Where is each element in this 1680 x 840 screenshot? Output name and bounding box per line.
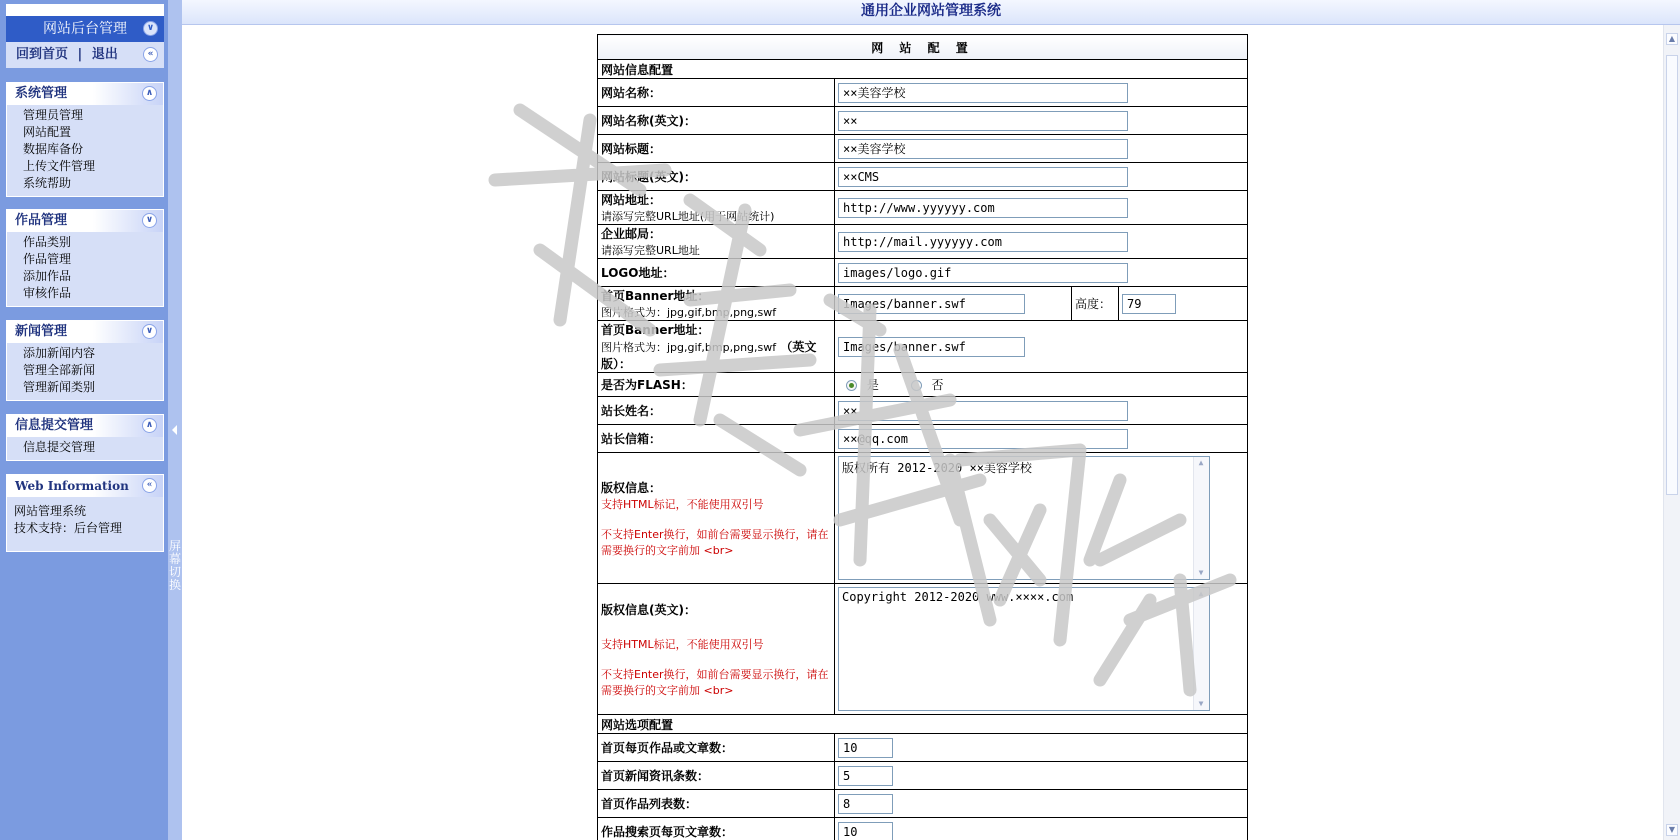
site-title-input[interactable]: ××美容学校 [838, 139, 1128, 159]
panel-works-head[interactable] [7, 210, 163, 232]
banner-en-label: 首页Banner地址： [601, 323, 710, 337]
panel-news [6, 320, 164, 401]
menu-submissions[interactable]: 信息提交管理 [23, 440, 96, 454]
scroll-up-icon[interactable]: ▲ [1666, 33, 1678, 45]
panel-web-info-title: Web Information [15, 479, 129, 493]
copyright-en-textarea[interactable] [838, 587, 1210, 711]
home-works-input[interactable]: 8 [838, 794, 893, 814]
link-separator: | [77, 47, 83, 62]
admin-title [6, 16, 164, 42]
search-per-page-label: 作品搜索页每页文章数： [598, 818, 835, 840]
panel-system [6, 82, 164, 197]
chevron-up-icon[interactable]: ∧ [142, 418, 157, 433]
menu-news-category[interactable]: 管理新闻类别 [23, 380, 96, 394]
hide-sidebar-icon[interactable]: « [143, 47, 158, 62]
arrow-left-icon[interactable] [172, 425, 177, 435]
home-news-input[interactable]: 5 [838, 766, 893, 786]
menu-upload-files[interactable]: 上传文件管理 [23, 159, 96, 173]
site-title-en-label: 网站标题(英文)： [598, 163, 835, 191]
copyright-textarea[interactable] [838, 456, 1210, 580]
panel-system-title: 系统管理 [15, 86, 68, 101]
logout-link[interactable]: 退出 [91, 47, 118, 62]
panel-submissions-head[interactable] [7, 415, 163, 437]
banner-en-input[interactable]: Images/banner.swf [838, 337, 1025, 357]
site-name-label: 网站名称： [598, 79, 835, 107]
site-url-note: 请添写完整URL地址(用于网站统计) [601, 210, 775, 223]
menu-review-work[interactable]: 审核作品 [23, 286, 72, 300]
admin-title-text: 网站后台管理 [43, 21, 127, 37]
collapse-all-icon[interactable]: ∨ [143, 21, 158, 36]
site-url-label-cell [598, 191, 835, 225]
site-url-input[interactable]: http://www.yyyyyy.com [838, 198, 1128, 218]
logo-input[interactable]: images/logo.gif [838, 263, 1128, 283]
banner-note: 图片格式为：jpg,gif,bmp,png,swf [601, 306, 777, 319]
page-scrollbar[interactable] [1663, 25, 1680, 840]
copyright-en-label: 版权信息(英文)： [601, 602, 696, 617]
site-url-label: 网站地址： [601, 193, 662, 207]
site-name-input[interactable]: ××美容学校 [838, 83, 1128, 103]
main-content [182, 25, 1662, 840]
chevron-down-icon[interactable]: ∨ [142, 213, 157, 228]
panel-works [6, 209, 164, 307]
banner-en-note: 图片格式为：jpg,gif,bmp,png,swf [601, 341, 777, 354]
copyright-note-html: 支持HTML标记，不能使用双引号 [601, 497, 764, 511]
mail-label: 企业邮局： [601, 227, 662, 241]
scroll-up-icon[interactable]: ▲ [1198, 589, 1204, 598]
banner-input[interactable]: Images/banner.swf [838, 294, 1025, 314]
site-name-en-label: 网站名称(英文)： [598, 107, 835, 135]
menu-add-work[interactable]: 添加作品 [23, 269, 72, 283]
menu-site-config[interactable]: 网站配置 [23, 125, 72, 139]
chevron-down-icon[interactable]: ∨ [142, 324, 157, 339]
sidebar-splitter[interactable] [168, 0, 182, 840]
flash-no-radio[interactable] [911, 380, 922, 391]
scrollbar-thumb[interactable] [1666, 55, 1678, 495]
top-links [6, 42, 164, 68]
banner-label: 首页Banner地址： [601, 289, 710, 303]
home-works-label: 首页作品列表数： [598, 790, 835, 818]
form-title: 网 站 配 置 [598, 35, 1248, 60]
copyright-en-label-cell [598, 584, 835, 715]
copyright-en-note-html: 支持HTML标记，不能使用双引号 [601, 637, 764, 651]
search-per-page-input[interactable]: 10 [838, 822, 893, 840]
logo-label: LOGO地址： [598, 259, 835, 287]
flash-yes-label[interactable]: 是 [866, 378, 879, 392]
panel-news-head[interactable] [7, 321, 163, 343]
scroll-down-icon[interactable]: ▼ [1198, 568, 1204, 577]
mail-input[interactable]: http://mail.yyyyyy.com [838, 232, 1128, 252]
page-header [182, 0, 1680, 25]
screen-switch-label[interactable]: 屏幕切换 [168, 539, 181, 592]
owner-name-label: 站长姓名： [598, 397, 835, 425]
site-name-en-input[interactable]: ×× [838, 111, 1128, 131]
scroll-down-icon[interactable]: ▼ [1198, 699, 1204, 708]
panel-web-info [6, 474, 164, 552]
mail-note: 请添写完整URL地址 [601, 244, 700, 257]
site-title-label: 网站标题： [598, 135, 835, 163]
panel-submissions-title: 信息提交管理 [15, 418, 94, 433]
banner-label-cell [598, 287, 835, 321]
copyright-label: 版权信息： [601, 480, 662, 495]
copyright-label-cell [598, 453, 835, 584]
panel-submissions [6, 414, 164, 461]
owner-mail-label: 站长信箱： [598, 425, 835, 453]
menu-work-category[interactable]: 作品类别 [23, 235, 72, 249]
home-per-page-label: 首页每页作品或文章数： [598, 734, 835, 762]
owner-name-input[interactable]: ×× [838, 401, 1128, 421]
home-per-page-input[interactable]: 10 [838, 738, 893, 758]
owner-mail-input[interactable]: ××@qq.com [838, 429, 1128, 449]
copyright-text: 版权所有 2012-2020 ××美容学校 [842, 461, 1032, 475]
banner-en-label-cell [598, 321, 835, 373]
section-site-options: 网站选项配置 [598, 715, 1248, 734]
copyright-en-text: Copyright 2012-2020 www.××××.com [842, 590, 1074, 604]
sidebar [0, 0, 168, 840]
mail-label-cell [598, 225, 835, 259]
menu-admin-manage[interactable]: 管理员管理 [23, 108, 84, 122]
copyright-note-enter: 不支持Enter换行，如前台需要显示换行，请在需要换行的文字前加 <br> [601, 527, 829, 557]
banner-height-input[interactable]: 79 [1122, 294, 1176, 314]
panel-system-head[interactable] [7, 83, 163, 105]
site-config-table [597, 34, 1248, 840]
menu-system-help[interactable]: 系统帮助 [23, 176, 72, 190]
chevron-up-icon[interactable]: ∧ [142, 86, 157, 101]
menu-db-backup[interactable]: 数据库备份 [23, 142, 84, 156]
site-title-en-input[interactable]: ××CMS [838, 167, 1128, 187]
page-title: 通用企业网站管理系统 [861, 3, 1001, 19]
scroll-up-icon[interactable]: ▲ [1198, 458, 1204, 467]
info-line-2: 技术支持：后台管理 [14, 521, 123, 535]
section-site-info: 网站信息配置 [598, 60, 1248, 79]
panel-works-title: 作品管理 [15, 213, 68, 228]
home-news-label: 首页新闻资讯条数： [598, 762, 835, 790]
copyright-en-note-enter: 不支持Enter换行，如前台需要显示换行，请在需要换行的文字前加 <br> [601, 667, 829, 697]
sidebar-top-panel [6, 4, 164, 68]
menu-manage-news[interactable]: 管理全部新闻 [23, 363, 96, 377]
home-link[interactable]: 回到首页 [16, 47, 69, 62]
menu-add-news[interactable]: 添加新闻内容 [23, 346, 96, 360]
flash-label: 是否为FLASH： [598, 373, 835, 397]
textarea-scrollbar[interactable] [1193, 588, 1209, 710]
info-line-1: 网站管理系统 [14, 504, 87, 518]
scroll-down-icon[interactable]: ▼ [1666, 824, 1678, 836]
banner-height-label: 高度： [1072, 287, 1119, 320]
panel-news-title: 新闻管理 [15, 324, 68, 339]
menu-work-manage[interactable]: 作品管理 [23, 252, 72, 266]
flash-yes-radio[interactable] [846, 380, 857, 391]
collapse-icon[interactable]: « [142, 478, 157, 493]
textarea-scrollbar[interactable] [1193, 457, 1209, 579]
flash-no-label[interactable]: 否 [931, 378, 944, 392]
panel-web-info-head [7, 475, 163, 497]
banner-en-suffix: （英文版）： [601, 340, 817, 371]
